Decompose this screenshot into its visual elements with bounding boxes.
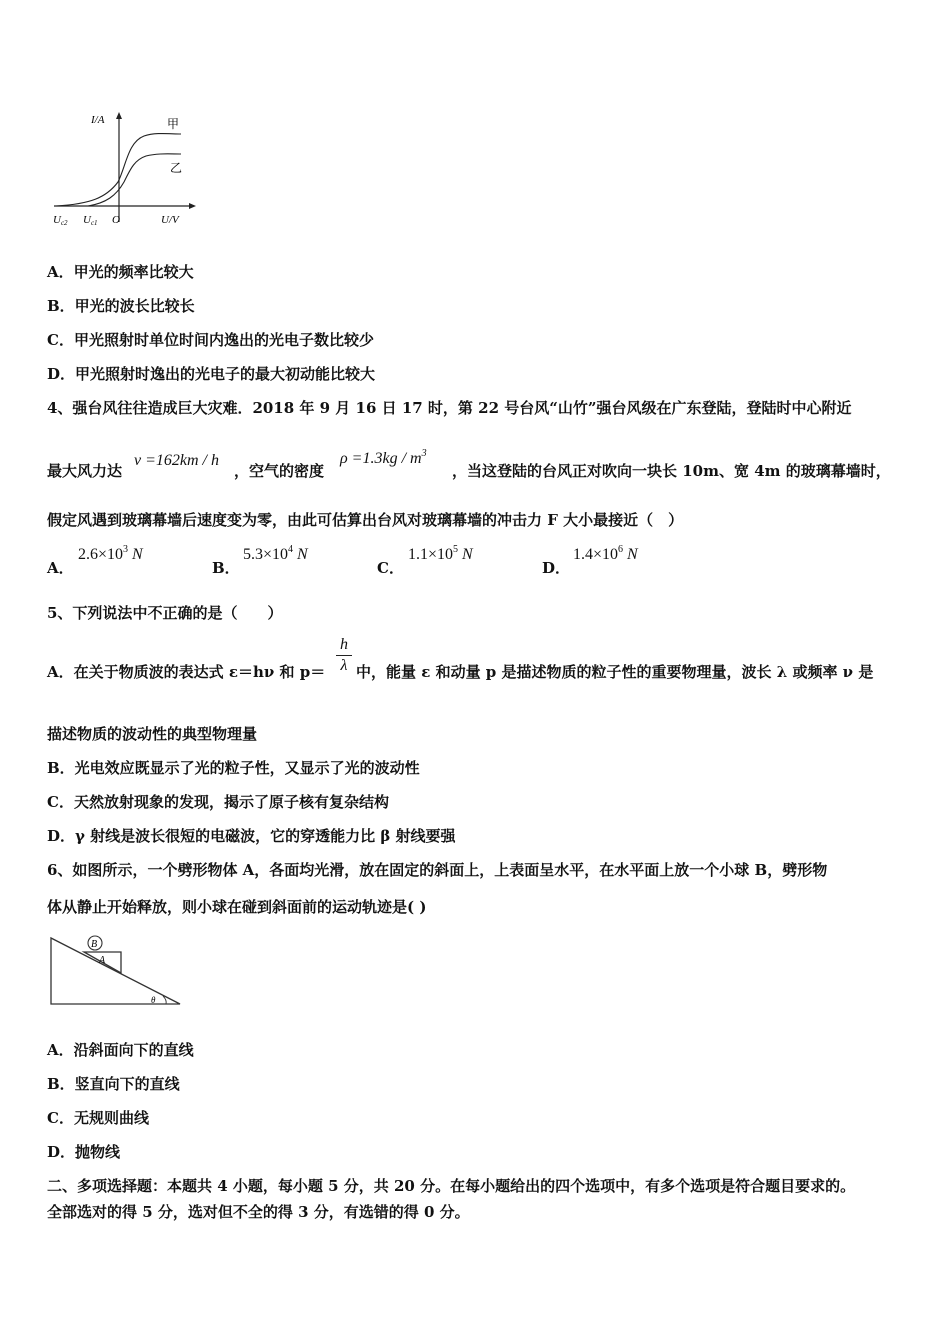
- q3-option-c: C．甲光照射时单位时间内逸出的光电子数比较少: [47, 331, 374, 349]
- incline-triangle: [51, 938, 180, 1004]
- curve-yi-label: 乙: [170, 161, 183, 175]
- q4-option-a-label: A．: [47, 559, 74, 577]
- ball-b-label: B: [91, 939, 98, 950]
- q4-wind-speed: v =162km / h: [134, 452, 219, 469]
- q5-fraction: [336, 636, 352, 675]
- q5-fraction-denominator: λ: [340, 657, 348, 674]
- q5-fraction-bar: [336, 655, 352, 656]
- q5-option-a-line2: 描述物质的波动性的典型物理量: [47, 725, 258, 743]
- section2-line1: 二、多项选择题：本题共 4 小题，每小题 5 分，共 20 分。在每小题给出的四个选项中，有多个选项是符合题目要求的。: [47, 1177, 856, 1195]
- q4-stem-line2-c: ，当这登陆的台风正对吹向一块长 10m、宽 4m 的玻璃幕墙时，: [452, 462, 891, 480]
- q6-option-c: C．无规则曲线: [47, 1109, 149, 1127]
- q5-option-b: B．光电效应既显示了光的粒子性，又显示了光的波动性: [47, 759, 420, 777]
- y-axis-arrow: [116, 112, 122, 119]
- section2-line2: 全部选对的得 5 分，选对但不全的得 3 分，有选错的得 0 分。: [47, 1203, 470, 1221]
- q6-stem-line2: 体从静止开始释放，则小球在碰到斜面前的运动轨迹是( ): [47, 898, 427, 916]
- q5-option-d: D．γ 射线是波长很短的电磁波，它的穿透能力比 β 射线要强: [47, 827, 456, 845]
- photoelectric-iu-graph: [50, 110, 200, 230]
- q4-option-d-value: $1.4\times 10^6$ N: [573, 544, 638, 563]
- curve-yi: [88, 154, 181, 206]
- q5-fraction-numerator: h: [340, 636, 348, 653]
- angle-theta-label: θ: [151, 995, 156, 1005]
- q5-option-a-part2: 中，能量 ε 和动量 p 是描述物质的粒子性的重要物理量，波长 λ 或频率 ν 是: [356, 663, 874, 681]
- origin-label: O: [112, 214, 120, 226]
- q6-option-b: B．竖直向下的直线: [47, 1075, 180, 1093]
- q5-stem: 5、下列说法中不正确的是（ ）: [47, 604, 283, 622]
- q3-option-b: B．甲光的波长比较长: [47, 297, 195, 315]
- y-axis-label: I/A: [91, 114, 105, 126]
- uc2-label: Uc2: [53, 214, 68, 227]
- q5-option-c: C．天然放射现象的发现，揭示了原子核有复杂结构: [47, 793, 389, 811]
- q4-option-d-label: D．: [542, 559, 571, 577]
- q4-stem-line3: 假定风遇到玻璃幕墙后速度变为零，由此可估算出台风对玻璃幕墙的冲击力 F 大小最接近（ ）: [47, 511, 684, 529]
- q4-air-density: $\rho =1.3kg / m^3$: [340, 448, 427, 467]
- x-axis-label: U/V: [161, 214, 179, 226]
- incline-wedge-diagram: [46, 930, 186, 1010]
- q3-option-a: A．甲光的频率比较大: [47, 263, 194, 281]
- q4-stem-line2-b: ，空气的密度: [234, 462, 325, 480]
- q6-stem-line1: 6、如图所示，一个劈形物体 A，各面均光滑，放在固定的斜面上，上表面呈水平，在水平面上放一个小球 B，劈形物: [47, 861, 828, 879]
- q4-option-b-value: $5.3\times 10^4$ N: [243, 544, 308, 563]
- curve-jia-label: 甲: [167, 117, 180, 131]
- q6-option-d: D．抛物线: [47, 1143, 121, 1161]
- wedge-a-label: A: [99, 955, 106, 966]
- q4-option-c-value: $1.1\times 10^5$ N: [408, 544, 473, 563]
- q5-option-a-part1: A．在关于物质波的表达式 ε＝hν 和 p＝: [47, 663, 326, 681]
- x-axis-arrow: [189, 203, 196, 209]
- q3-option-d: D．甲光照射时逸出的光电子的最大初动能比较大: [47, 365, 376, 383]
- q4-option-c-label: C．: [377, 559, 404, 577]
- uc1-label: Uc1: [83, 214, 98, 227]
- q6-option-a: A．沿斜面向下的直线: [47, 1041, 194, 1059]
- q4-stem-line1: 4、强台风往往造成巨大灾难．2018 年 9 月 16 日 17 时，第 22 号台风“山竹”强台风级在广东登陆，登陆时中心附近: [47, 399, 852, 417]
- q4-option-b-label: B．: [212, 559, 240, 577]
- q4-stem-line2-a: 最大风力达: [47, 462, 123, 480]
- q4-option-a-value: $2.6\times 10^3$ N: [78, 544, 143, 563]
